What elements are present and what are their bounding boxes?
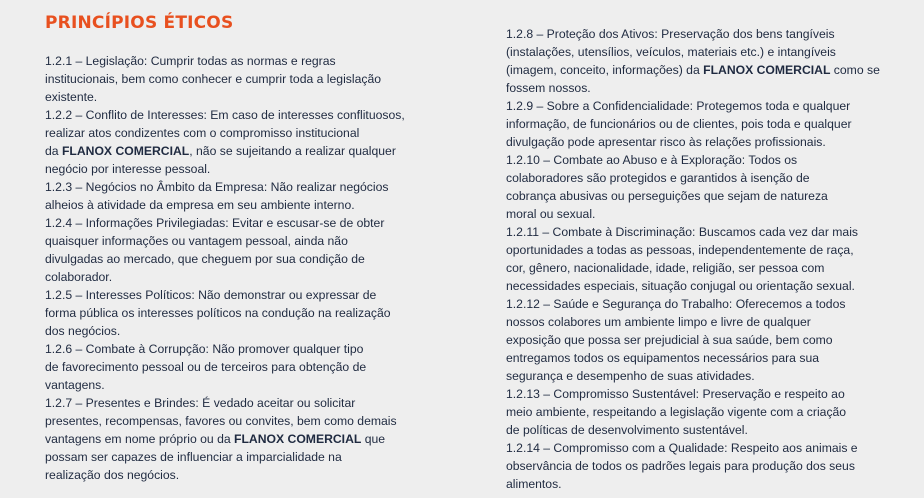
principle-line: da FLANOX COMERCIAL, não se sujeitando a realizar qualquer — [45, 144, 396, 158]
principle-line: 1.2.11 – Combate à Discriminação: Buscamos cada vez dar mais — [506, 225, 859, 239]
principle-line: oportunidades a todas as pessoas, independentemente de raça, — [506, 243, 854, 257]
page-title: PRINCÍPIOS ÉTICOS — [45, 13, 234, 33]
principle-item — [506, 25, 901, 97]
principle-line: 1.2.6 – Combate à Corrupção: Não promover qualquer tipo — [45, 342, 364, 356]
principle-line: presentes, recompensas, favores ou convites, bem como demais — [45, 414, 397, 428]
principle-item — [506, 223, 901, 295]
principle-line: fossem nossos. — [506, 81, 591, 95]
principle-item — [45, 286, 465, 340]
brand-name: FLANOX COMERCIAL — [234, 432, 362, 446]
principle-line: exposição que possa ser prejudicial à sua saúde, bem como — [506, 333, 833, 347]
principle-line: alimentos. — [506, 477, 562, 491]
principle-item — [506, 439, 901, 493]
principle-line: necessidades especiais, situação conjugal ou orientação sexual. — [506, 279, 855, 293]
principle-line: quaisquer informações ou vantagem pessoal, ainda não — [45, 234, 348, 248]
principle-line: possam ser capazes de influenciar a imparcialidade na — [45, 450, 342, 464]
principle-item — [45, 214, 465, 286]
principle-item — [45, 394, 465, 484]
principle-line: 1.2.10 – Combate ao Abuso e à Exploração: Todos os — [506, 153, 798, 167]
principle-line: institucionais, bem como conhecer e cumprir toda a legislação — [45, 72, 382, 86]
principle-line: observância de todos os padrões legais para produção dos seus — [506, 459, 855, 473]
principle-line: divulgadas ao mercado, que cheguem por sua condição de — [45, 252, 365, 266]
principle-item — [506, 151, 901, 223]
principle-line: 1.2.5 – Interesses Políticos: Não demonstrar ou expressar de — [45, 288, 377, 302]
principle-line: (instalações, utensílios, veículos, materiais etc.) e intangíveis — [506, 45, 836, 59]
principle-line: moral ou sexual. — [506, 207, 596, 221]
brand-name: FLANOX COMERCIAL — [61, 144, 190, 158]
principle-line: vantagens. — [45, 378, 105, 392]
principle-item — [506, 97, 901, 151]
principle-line: 1.2.2 – Conflito de Interesses: Em caso de interesses conflituosos, — [45, 108, 405, 122]
principle-item — [45, 178, 465, 214]
principle-line: 1.2.7 – Presentes e Brindes: É vedado aceitar ou solicitar — [45, 396, 356, 410]
principle-line: segurança e desempenho de suas atividades. — [506, 369, 755, 383]
principle-item — [45, 106, 465, 178]
principle-line: 1.2.12 – Saúde e Segurança do Trabalho: Oferecemos a todos — [506, 297, 846, 311]
principle-line: entregamos todos os equipamentos necessários para sua — [506, 351, 820, 365]
principle-line: realização dos negócios. — [45, 468, 180, 482]
principle-line: 1.2.8 – Proteção dos Ativos: Preservação dos bens tangíveis — [506, 27, 835, 41]
principle-line: dos negócios. — [45, 324, 121, 338]
principle-line: realizar atos condizentes com o compromisso institucional — [45, 126, 360, 140]
principle-item — [506, 295, 901, 385]
principle-line: vantagens em nome próprio ou da FLANOX COMERCIAL que — [45, 432, 386, 446]
principle-item — [45, 340, 465, 394]
brand-name: FLANOX COMERCIAL — [703, 63, 831, 77]
principle-line: de políticas de desenvolvimento sustentável. — [506, 423, 748, 437]
principle-item — [45, 52, 465, 106]
principle-line: forma pública os interesses políticos na condução na realização — [45, 306, 391, 320]
principle-line: alheios à atividade da empresa em seu ambiente interno. — [45, 198, 355, 212]
principle-line: 1.2.1 – Legislação: Cumprir todas as normas e regras — [45, 54, 336, 68]
principle-line: informação, de funcionários ou de clientes, pois toda e qualquer — [506, 117, 852, 131]
principle-line: (imagem, conceito, informações) da FLANOX COMERCIAL como se — [506, 63, 880, 77]
principle-item — [506, 385, 901, 439]
principle-line: 1.2.14 – Compromisso com a Qualidade: Respeito aos animais e — [506, 441, 858, 455]
principle-line: divulgação pode apresentar risco às relações profissionais. — [506, 135, 826, 149]
principle-line: de favorecimento pessoal ou de terceiros para obtenção de — [45, 360, 367, 374]
principle-line: cor, gênero, nacionalidade, idade, religião, ser pessoa com — [506, 261, 825, 275]
principle-line: 1.2.13 – Compromisso Sustentável: Preservação e respeito ao — [506, 387, 845, 401]
principle-line: cobrança abusivas ou perseguições que sejam de natureza — [506, 189, 828, 203]
principle-line: existente. — [45, 90, 98, 104]
right-column — [506, 25, 901, 493]
principle-line: colaborador. — [45, 270, 113, 284]
principle-line: meio ambiente, respeitando a legislação vigente com a criação — [506, 405, 847, 419]
principle-line: colaboradores são protegidos e garantidos à isenção de — [506, 171, 810, 185]
left-column — [45, 52, 465, 484]
principle-line: 1.2.9 – Sobre a Confidencialidade: Protegemos toda e qualquer — [506, 99, 851, 113]
principle-line: nossos colabores um ambiente limpo e livre de qualquer — [506, 315, 811, 329]
principle-line: 1.2.4 – Informações Privilegiadas: Evitar e escusar-se de obter — [45, 216, 385, 230]
principle-line: 1.2.3 – Negócios no Âmbito da Empresa: Não realizar negócios — [45, 180, 389, 194]
principle-line: negócio por interesse pessoal. — [45, 162, 211, 176]
